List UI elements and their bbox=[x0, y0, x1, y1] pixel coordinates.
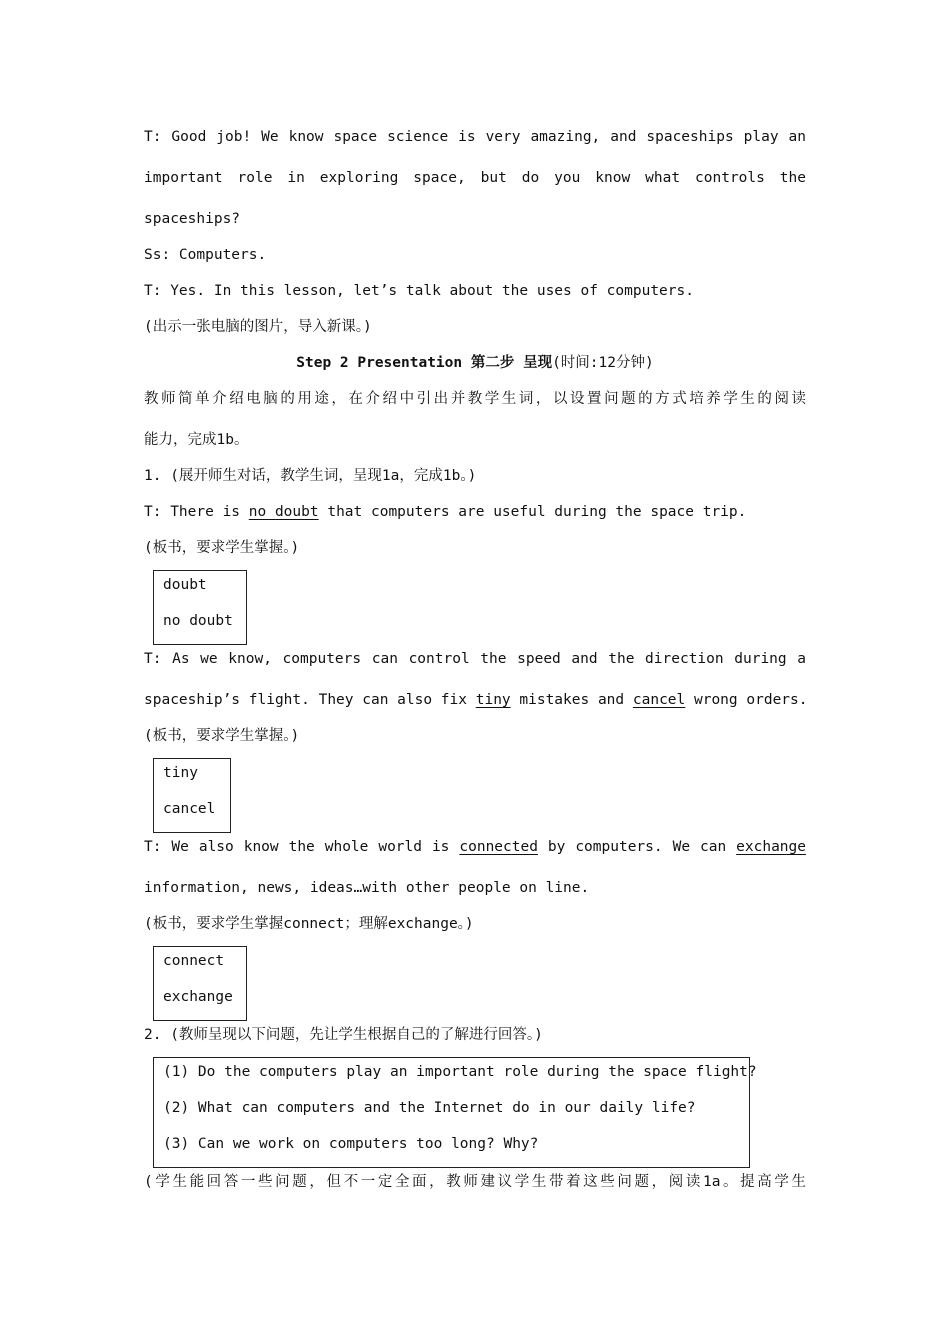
students-answer: Ss: Computers. bbox=[144, 247, 267, 263]
teacher-line-2: T: Yes. In this lesson, let’s talk about the uses of computers. bbox=[144, 283, 694, 299]
teacher-line-1c: spaceships? bbox=[144, 211, 241, 227]
sentence-speed-b: spaceship’s flight. They can also fix tiny mistakes and cancel wrong orders. bbox=[144, 692, 808, 708]
step2-title: Step 2 Presentation 第二步 呈现 bbox=[296, 355, 553, 371]
board-note-1: (板书，要求学生掌握。) bbox=[144, 540, 300, 556]
vocab-cancel: cancel bbox=[632, 692, 686, 708]
step2-time: (时间:12分钟) bbox=[552, 355, 654, 371]
vocab-box-3 bbox=[153, 946, 247, 1021]
vocab-word: doubt bbox=[163, 577, 207, 593]
closing-note: (学生能回答一些问题，但不一定全面，教师建议学生带着这些问题，阅读1a。提高学生 bbox=[144, 1174, 806, 1190]
vocab-word: tiny bbox=[163, 765, 198, 781]
question-item: (3) Can we work on computers too long? Why? bbox=[163, 1136, 539, 1152]
step2-desc-a: 教师简单介绍电脑的用途，在介绍中引出并教学生词，以设置问题的方式培养学生的阅读 bbox=[144, 391, 806, 407]
teacher-line-1b: important role in exploring space, but do you know what controls the bbox=[144, 170, 806, 186]
board-note-2: (板书，要求学生掌握。) bbox=[144, 728, 300, 744]
teacher-line-1a: T: Good job! We know space science is very amazing, and spaceships play an bbox=[144, 129, 806, 145]
vocab-word: connect bbox=[163, 953, 225, 969]
step2-heading bbox=[144, 353, 806, 373]
sentence-connect-a: T: We also know the whole world is connected by computers. We can exchange bbox=[144, 839, 806, 855]
questions-box bbox=[153, 1057, 757, 1168]
question-item: (2) What can computers and the Internet do in our daily life? bbox=[163, 1100, 696, 1116]
question-item: (1) Do the computers play an important role during the space flight? bbox=[163, 1064, 757, 1080]
vocab-word: no doubt bbox=[163, 613, 233, 629]
sentence-connect-b: information, news, ideas…with other people on line. bbox=[144, 880, 590, 896]
part1-label: 1. (展开师生对话，教学生词，呈现1a，完成1b。) bbox=[144, 468, 477, 484]
vocab-word: cancel bbox=[163, 801, 216, 817]
board-note-3: (板书，要求学生掌握connect；理解exchange。) bbox=[144, 916, 474, 932]
step2-desc-b: 能力，完成1b。 bbox=[144, 432, 249, 448]
vocab-connected: connected bbox=[459, 839, 538, 855]
sentence-no-doubt: T: There is no doubt that computers are useful during the space trip. bbox=[144, 504, 747, 520]
vocab-no-doubt: no doubt bbox=[248, 504, 319, 520]
vocab-tiny: tiny bbox=[475, 692, 511, 708]
intro-note: (出示一张电脑的图片，导入新课。) bbox=[144, 319, 372, 335]
vocab-box-2 bbox=[153, 758, 231, 833]
vocab-exchange: exchange bbox=[736, 839, 806, 855]
vocab-box-1 bbox=[153, 570, 247, 645]
vocab-word: exchange bbox=[163, 989, 233, 1005]
sentence-speed-a: T: As we know, computers can control the speed and the direction during a bbox=[144, 651, 806, 667]
part2-label: 2. (教师呈现以下问题，先让学生根据自己的了解进行回答。) bbox=[144, 1027, 543, 1043]
